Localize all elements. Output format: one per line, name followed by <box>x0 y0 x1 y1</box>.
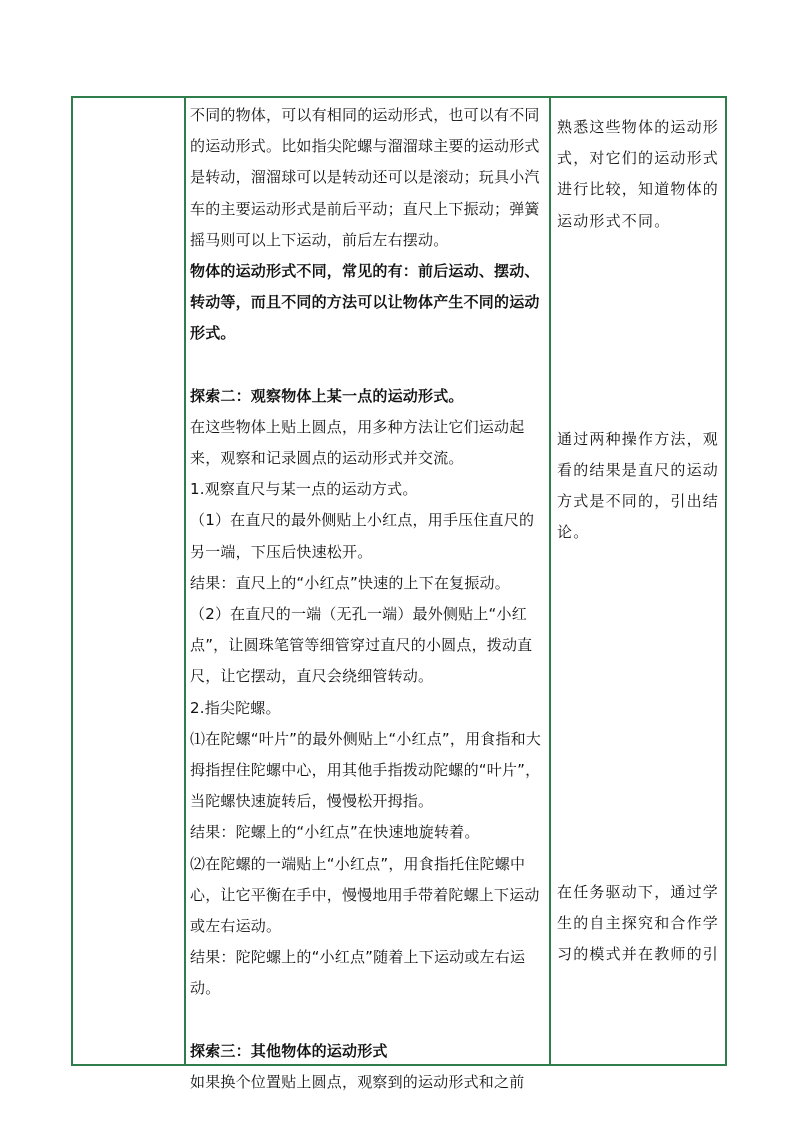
summary-paragraph: 物体的运动形式不同，常见的有：前后运动、摆动、转动等，而且不同的方法可以让物体产生不同的运动形式。 <box>190 262 540 343</box>
activity-column <box>190 100 545 1098</box>
intent-note-3: 在任务驱动下，通过学生的自主探究和合作学习的模式并在教师的引 <box>557 882 720 964</box>
item2-step2: ⑵在陀螺的一端贴上“小红点”，用食指托住陀螺中心，让它平衡在手中，慢慢地用手带着陀螺上下运动或左右运动。 <box>190 854 540 936</box>
lesson-table <box>71 96 727 1091</box>
item1-result1: 结果：直尺上的“小红点”快速的上下在复振动。 <box>190 573 510 592</box>
item1-step2: （2）在直尺的一端（无孔一端）最外侧贴上“小红点”，让圆珠笔管等细管穿过直尺的小圆点，拨动直尺，让它摆动，直尺会绕细管转动。 <box>190 605 533 686</box>
item2-title: 2.指尖陀螺。 <box>190 698 281 717</box>
intent-note-2: 通过两种操作方法，观看的结果是直尺的运动方式是不同的，引出结论。 <box>557 429 720 542</box>
column-divider-right <box>549 98 551 1064</box>
column-divider-left <box>184 98 186 1064</box>
item1-step1: （1）在直尺的最外侧贴上小红点，用手压住直尺的另一端，下压后快速松开。 <box>190 511 535 561</box>
intro-paragraph: 不同的物体，可以有相同的运动形式，也可以有不同的运动形式。比如指尖陀螺与溜溜球主要的运动形式是转动，溜溜球可以是转动还可以是滚动；玩具小汽车的主要运动形式是前后平动；直尺上下振动；弹簧摇马则可以上下运动，前后左右摆动。 <box>190 106 540 249</box>
design-intent-column <box>557 112 725 970</box>
item1-title: 1.观察直尺与某一点的运动方式。 <box>190 480 418 499</box>
item2-result2: 结果：陀陀螺上的“小红点”随着上下运动或左右运动。 <box>190 948 526 998</box>
item2-step1: ⑴在陀螺“叶片”的最外侧贴上“小红点”，用食指和大拇指捏住陀螺中心，用其他手指拨动陀螺的“叶片”，当陀螺快速旋转后，慢慢松开拇指。 <box>190 729 542 811</box>
explore3-title: 探索三：其他物体的运动形式 <box>190 1041 388 1060</box>
explore2-description: 在这些物体上贴上圆点，用多种方法让它们运动起来，观察和记录圆点的运动形式并交流。 <box>190 417 525 468</box>
intent-note-1: 熟悉这些物体的运动形式，对它们的运动形式进行比较，知道物体的运动形式不同。 <box>557 118 720 230</box>
item2-result1: 结果：陀螺上的“小红点”在快速地旋转着。 <box>190 823 480 842</box>
explore3-description: 如果换个位置贴上圆点，观察到的运动形式和之前 <box>190 1072 525 1091</box>
explore2-title: 探索二：观察物体上某一点的运动形式。 <box>190 386 464 405</box>
